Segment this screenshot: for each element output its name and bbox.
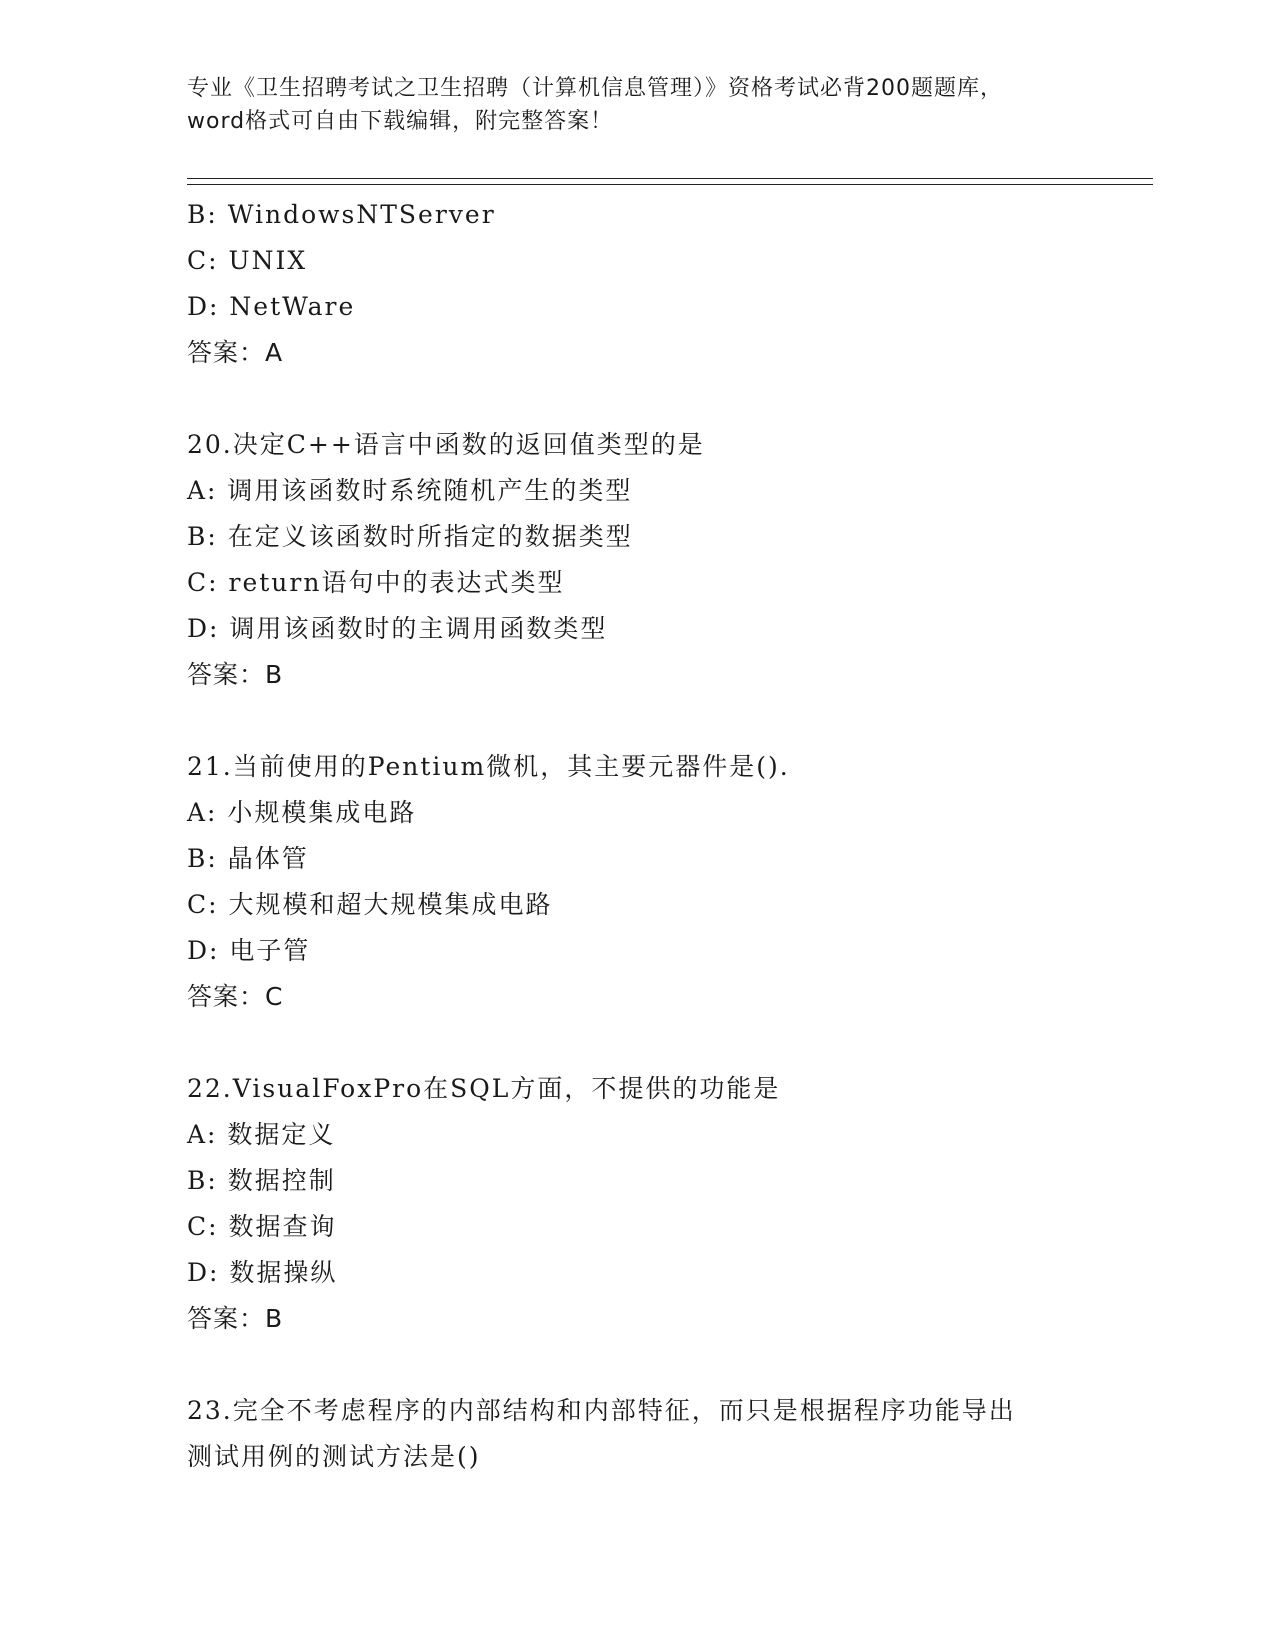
question-text: 20.决定C++语言中函数的返回值类型的是	[187, 430, 705, 459]
option-d: D: 电子管	[187, 936, 311, 965]
option-c: C: 大规模和超大规模集成电路	[187, 890, 553, 919]
answer-line: 答案：B	[187, 660, 284, 689]
question-20-block	[187, 422, 1147, 698]
question-text: 22.VisualFoxPro在SQL方面，不提供的功能是	[187, 1074, 781, 1103]
spacer	[187, 698, 1147, 744]
question-22-block	[187, 1066, 1147, 1342]
header-divider-bottom	[187, 184, 1153, 185]
option-d: D: 数据操纵	[187, 1258, 338, 1287]
question-text-line-1: 23.完全不考虑程序的内部结构和内部特征，而只是根据程序功能导出	[187, 1396, 1016, 1425]
option-c: C: 数据查询	[187, 1212, 337, 1241]
option-a: A: 数据定义	[187, 1120, 336, 1149]
spacer	[187, 376, 1147, 422]
option-b: B: 数据控制	[187, 1166, 336, 1195]
question-21-block	[187, 744, 1147, 1020]
question-text: 21.当前使用的Pentium微机，其主要元器件是().	[187, 752, 790, 781]
option-a: A: 小规模集成电路	[187, 798, 417, 827]
option-d: D: NetWare	[187, 292, 356, 321]
option-b: B: WindowsNTServer	[187, 200, 496, 229]
answer-line: 答案：A	[187, 338, 284, 367]
header-title-line-1: 专业《卫生招聘考试之卫生招聘（计算机信息管理）》资格考试必背200题题库，	[187, 76, 1003, 101]
question-text-line-2: 测试用例的测试方法是()	[187, 1442, 481, 1471]
option-b: B: 晶体管	[187, 844, 309, 873]
option-c: C: UNIX	[187, 246, 308, 275]
option-a: A: 调用该函数时系统随机产生的类型	[187, 476, 633, 505]
spacer	[187, 1342, 1147, 1388]
header-divider-top	[187, 178, 1153, 179]
header-title-line-2: word格式可自由下载编辑，附完整答案！	[187, 109, 614, 134]
option-b: B: 在定义该函数时所指定的数据类型	[187, 522, 633, 551]
spacer	[187, 1020, 1147, 1066]
answer-line: 答案：B	[187, 1304, 284, 1333]
option-d: D: 调用该函数时的主调用函数类型	[187, 614, 608, 643]
question-23-block	[187, 1388, 1147, 1480]
question-list	[187, 192, 1147, 1480]
question-19-block	[187, 192, 1147, 376]
answer-line: 答案：C	[187, 982, 284, 1011]
option-c: C: return语句中的表达式类型	[187, 568, 565, 597]
document-header	[187, 72, 1087, 138]
